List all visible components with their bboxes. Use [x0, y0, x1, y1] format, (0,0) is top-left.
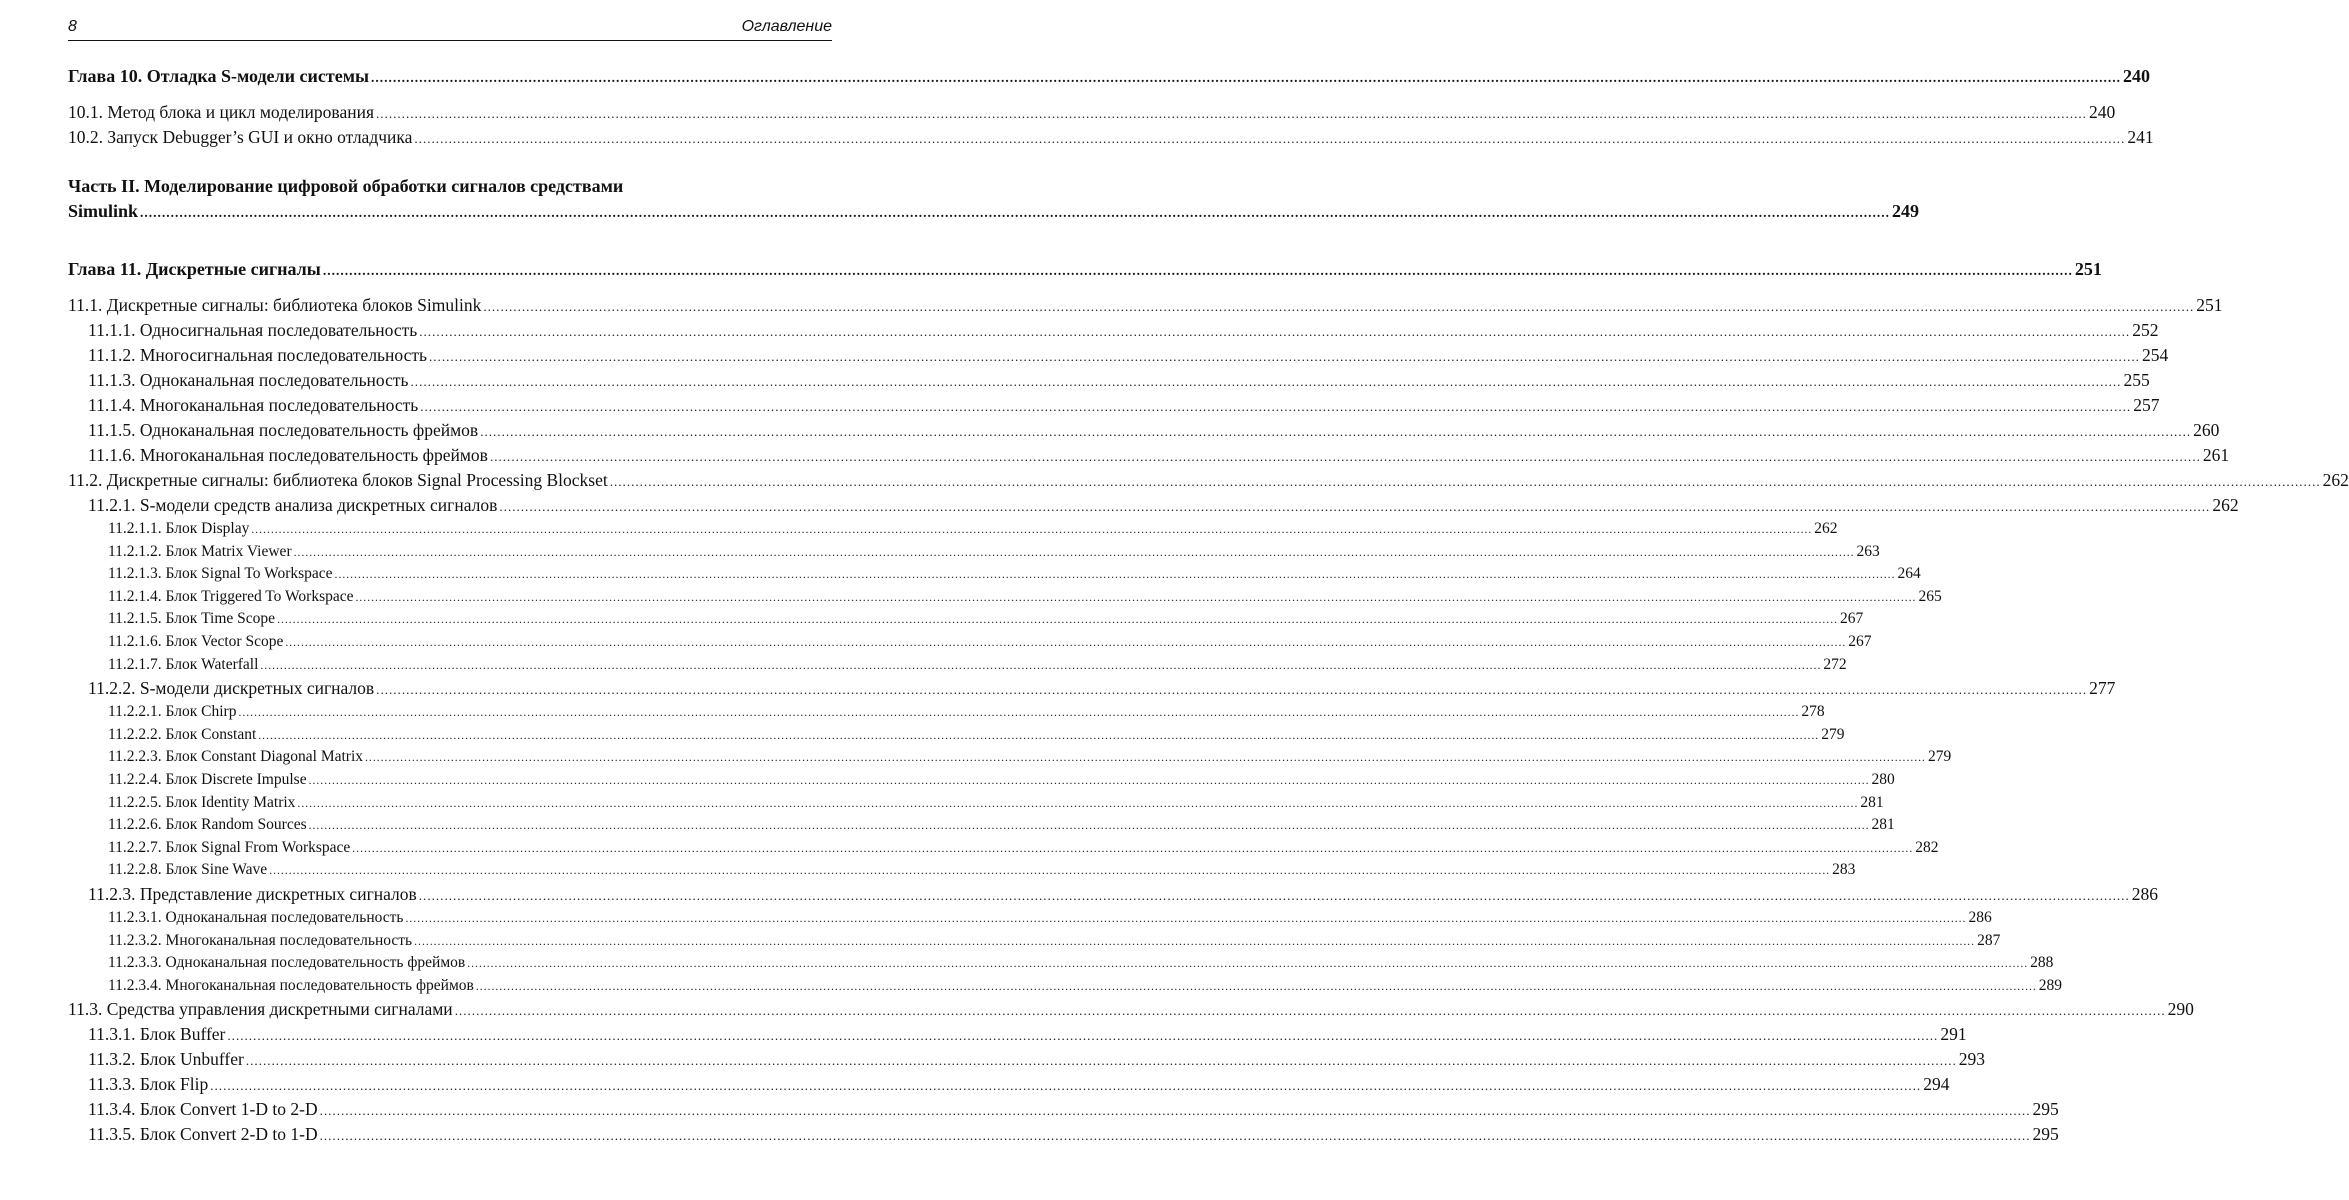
toc-entry-page: 240	[2088, 102, 2116, 122]
toc-entry-page: 289	[2038, 976, 2063, 994]
toc-entry-title: 11.3.5. Блок Convert 2-D to 1-D	[88, 1124, 318, 1145]
toc-entry-title: 11.1. Дискретные сигналы: библиотека блоков Simulink	[68, 295, 482, 315]
toc-entry-page: 277	[2089, 678, 2116, 699]
toc-entry-title: 11.3.1. Блок Buffer	[88, 1024, 226, 1045]
toc-entry[interactable]	[68, 792, 1884, 815]
toc-entry[interactable]	[68, 293, 2223, 318]
toc-entry-title: 11.3.4. Блок Convert 1-D to 2-D	[88, 1099, 318, 1120]
toc-entry-page: 251	[2074, 259, 2102, 279]
toc-entry-page: 280	[1871, 770, 1895, 788]
toc-entry-title: 11.3.3. Блок Flip	[88, 1074, 209, 1095]
dot-leader: ................................................................................................................................................................................................................................................................................................................................................................................................................	[258, 728, 1820, 742]
dot-leader: ................................................................................................................................................................................................................................................................................................................................................................................................................	[238, 706, 1800, 720]
toc-entry-title: 11.2.3.1. Одноканальная последовательность	[108, 908, 404, 926]
toc-entry[interactable]	[68, 468, 2349, 493]
toc-entry[interactable]	[68, 64, 2151, 89]
dot-leader: ................................................................................................................................................................................................................................................................................................................................................................................................................	[352, 841, 1914, 855]
toc-entry[interactable]	[68, 608, 1864, 631]
dot-leader: ................................................................................................................................................................................................................................................................................................................................................................................................................	[210, 1078, 1922, 1094]
toc-entry-title: 11.2.3.3. Одноканальная последовательность фреймов	[108, 954, 466, 972]
dot-leader: ................................................................................................................................................................................................................................................................................................................................................................................................................	[419, 324, 2131, 339]
toc-entry[interactable]	[68, 654, 1847, 677]
toc-entry[interactable]	[68, 997, 2194, 1022]
toc-entry[interactable]	[68, 443, 2230, 468]
dot-leader: ................................................................................................................................................................................................................................................................................................................................................................................................................	[376, 682, 2088, 698]
toc-entry-title: 11.2.3.4. Многоканальная последовательность фреймов	[108, 976, 474, 994]
dot-leader: ................................................................................................................................................................................................................................................................................................................................................................................................................	[297, 796, 1859, 810]
toc-entry[interactable]	[68, 125, 2154, 150]
toc-entry-page: 294	[1923, 1074, 1950, 1095]
dot-leader: ................................................................................................................................................................................................................................................................................................................................................................................................................	[245, 1053, 1957, 1069]
dot-leader: ................................................................................................................................................................................................................................................................................................................................................................................................................	[319, 1128, 2031, 1144]
toc-entry-page: 281	[1860, 793, 1884, 811]
toc-entry-title: 11.3. Средства управления дискретными сигналами	[68, 999, 453, 1020]
toc-entry[interactable]	[68, 930, 2001, 953]
dot-leader: ................................................................................................................................................................................................................................................................................................................................................................................................................	[355, 590, 1917, 604]
toc-entry[interactable]	[68, 837, 1939, 860]
toc-entry[interactable]	[68, 952, 2054, 975]
dot-leader: ................................................................................................................................................................................................................................................................................................................................................................................................................	[277, 613, 1838, 627]
dot-leader: ................................................................................................................................................................................................................................................................................................................................................................................................................	[405, 911, 1967, 925]
toc-entry[interactable]	[68, 199, 1920, 224]
toc-entry-title-line: Часть II. Моделирование цифровой обработки сигналов средствами	[68, 176, 624, 196]
toc-entry-page: 291	[1940, 1024, 1967, 1045]
toc-entry-title: 11.1.3. Одноканальная последовательность	[88, 370, 409, 390]
toc-entry-title: 11.2.2. S-модели дискретных сигналов	[88, 678, 375, 699]
dot-leader: ................................................................................................................................................................................................................................................................................................................................................................................................................	[371, 70, 2122, 85]
toc-entry-page: 286	[1968, 908, 1992, 926]
toc-entry-title: 11.1.4. Многоканальная последовательность	[88, 395, 419, 415]
toc-entry-page: 279	[1821, 725, 1845, 743]
toc-entry-title: Simulink	[68, 201, 139, 221]
toc-entry-page: 249	[1892, 201, 1920, 221]
toc-entry-title: 10.2. Запуск Debugger’s GUI и окно отладчика	[68, 127, 413, 147]
dot-leader: ................................................................................................................................................................................................................................................................................................................................................................................................................	[260, 658, 1822, 672]
toc-entry[interactable]	[68, 418, 2220, 443]
toc-entry[interactable]	[68, 257, 2102, 282]
dot-leader: ................................................................................................................................................................................................................................................................................................................................................................................................................	[334, 568, 1896, 582]
toc-entry-page: 254	[2141, 345, 2169, 365]
toc-entry-page: 262	[2212, 495, 2239, 515]
dot-leader: ................................................................................................................................................................................................................................................................................................................................................................................................................	[467, 957, 2029, 971]
toc-entry[interactable]	[68, 631, 1872, 654]
toc-entry[interactable]	[68, 859, 1856, 882]
toc-entry-title: 11.2.1.3. Блок Signal To Workspace	[108, 565, 333, 583]
toc-entry-page: 278	[1801, 703, 1825, 721]
toc-entry-page: 262	[1814, 520, 1838, 537]
toc-entry[interactable]	[68, 1022, 1967, 1047]
dot-leader: ................................................................................................................................................................................................................................................................................................................................................................................................................	[454, 1003, 2166, 1019]
toc-entry[interactable]	[68, 100, 2116, 125]
toc-entry[interactable]	[68, 1122, 2059, 1147]
toc-entry-page: 263	[1856, 542, 1880, 560]
toc-entry-page: 281	[1871, 816, 1895, 834]
toc-entry[interactable]	[68, 676, 2116, 701]
dot-leader: ................................................................................................................................................................................................................................................................................................................................................................................................................	[140, 205, 1891, 220]
toc-entry-title: 11.2.2.1. Блок Chirp	[108, 703, 237, 721]
dot-leader: ................................................................................................................................................................................................................................................................................................................................................................................................................	[418, 887, 2130, 903]
toc-entry-title: 11.2.2.4. Блок Discrete Impulse	[108, 770, 307, 788]
toc-entry[interactable]	[68, 907, 1992, 930]
toc-entry[interactable]	[68, 769, 1895, 792]
toc-entry[interactable]	[68, 563, 1921, 586]
toc-entry[interactable]	[68, 586, 1942, 609]
toc-entry-title: 11.2.2.6. Блок Random Sources	[108, 816, 307, 834]
toc-entry[interactable]	[68, 368, 2150, 393]
toc-entry-page: 264	[1897, 565, 1921, 583]
toc-entry-page: 240	[2123, 66, 2151, 86]
toc-entry-page: 290	[2167, 999, 2194, 1020]
toc-entry-page: 262	[2322, 470, 2349, 490]
toc-entry[interactable]	[68, 701, 1825, 724]
toc-entry-page: 265	[1918, 587, 1942, 605]
toc-entry-page: 295	[2032, 1124, 2059, 1145]
toc-entry-page: 272	[1823, 655, 1847, 673]
toc-entry[interactable]	[68, 724, 1845, 747]
toc-entry-page: 286	[2131, 883, 2158, 904]
toc-entry[interactable]	[68, 1047, 1986, 1072]
toc-entry-page: 257	[2133, 395, 2160, 415]
dot-leader: ................................................................................................................................................................................................................................................................................................................................................................................................................	[227, 1028, 1939, 1044]
page-number: 8	[68, 18, 77, 35]
toc-entry-title: 11.1.6. Многоканальная последовательность фреймов	[88, 445, 488, 465]
toc-entry-title: 11.2.2.7. Блок Signal From Workspace	[108, 838, 351, 856]
toc-entry[interactable]	[68, 975, 2063, 998]
running-header	[68, 16, 832, 41]
dot-leader: ................................................................................................................................................................................................................................................................................................................................................................................................................	[410, 374, 2122, 389]
dot-leader: ................................................................................................................................................................................................................................................................................................................................................................................................................	[483, 299, 2195, 314]
toc-entry[interactable]	[68, 1097, 2059, 1122]
dot-leader: ................................................................................................................................................................................................................................................................................................................................................................................................................	[308, 819, 1870, 833]
dot-leader: ................................................................................................................................................................................................................................................................................................................................................................................................................	[322, 263, 2073, 278]
toc-entry[interactable]	[68, 814, 1895, 837]
dot-leader: ................................................................................................................................................................................................................................................................................................................................................................................................................	[365, 751, 1926, 765]
toc-entry-page: 287	[1977, 931, 2001, 949]
toc-entry-page: 252	[2132, 320, 2159, 340]
dot-leader: ................................................................................................................................................................................................................................................................................................................................................................................................................	[308, 773, 1870, 787]
toc-entry[interactable]	[68, 882, 2158, 907]
toc-entry-page: 295	[2032, 1099, 2059, 1120]
toc-entry-page: 279	[1927, 748, 1952, 766]
dot-leader: ................................................................................................................................................................................................................................................................................................................................................................................................................	[269, 864, 1831, 878]
toc-entry-page: 293	[1958, 1049, 1986, 1070]
toc-entry[interactable]	[68, 1072, 1950, 1097]
toc-entry-title: 11.2.2.3. Блок Constant Diagonal Matrix	[108, 748, 364, 766]
toc-entry[interactable]	[68, 393, 2160, 418]
running-title: Оглавление	[741, 18, 832, 35]
dot-leader: ................................................................................................................................................................................................................................................................................................................................................................................................................	[319, 1103, 2031, 1119]
toc-entry-page: 283	[1832, 861, 1856, 879]
toc-entry-title: 11.2.1.4. Блок Triggered To Workspace	[108, 587, 354, 605]
dot-leader: ................................................................................................................................................................................................................................................................................................................................................................................................................	[480, 424, 2192, 439]
table-of-contents	[68, 64, 2349, 1147]
toc-entry-page: 267	[1840, 610, 1864, 628]
toc-entry-title: 11.2.3. Представление дискретных сигналов	[88, 883, 417, 904]
toc-entry-title: 11.2.1.1. Блок Display	[108, 520, 250, 537]
dot-leader: ................................................................................................................................................................................................................................................................................................................................................................................................................	[251, 523, 1813, 536]
toc-entry-title: 11.2.3.2. Многоканальная последовательность	[108, 931, 413, 949]
toc-entry-title: 11.2.1.5. Блок Time Scope	[108, 610, 276, 628]
toc-entry[interactable]	[68, 318, 2159, 343]
toc-entry-title: 10.1. Метод блока и цикл моделирования	[68, 102, 374, 122]
toc-entry-page: 267	[1848, 632, 1872, 650]
dot-leader: ................................................................................................................................................................................................................................................................................................................................................................................................................	[429, 349, 2140, 364]
toc-entry-title: 11.2. Дискретные сигналы: библиотека блоков Signal Processing Blockset	[68, 470, 608, 490]
dot-leader: ................................................................................................................................................................................................................................................................................................................................................................................................................	[376, 106, 2087, 121]
dot-leader: ................................................................................................................................................................................................................................................................................................................................................................................................................	[285, 635, 1847, 649]
toc-entry-title: 11.2.1.6. Блок Vector Scope	[108, 632, 284, 650]
toc-entry-title: 11.2.1. S-модели средств анализа дискретных сигналов	[88, 495, 498, 515]
dot-leader: ................................................................................................................................................................................................................................................................................................................................................................................................................	[499, 499, 2211, 514]
toc-entry-page: 260	[2193, 420, 2220, 440]
toc-entry-title: 11.2.1.2. Блок Matrix Viewer	[108, 542, 292, 560]
toc-entry-page: 282	[1915, 838, 1939, 856]
dot-leader: ................................................................................................................................................................................................................................................................................................................................................................................................................	[293, 545, 1855, 559]
toc-entry-title: 11.1.1. Односигнальная последовательность	[88, 320, 418, 340]
toc-entry-title: 11.3.2. Блок Unbuffer	[88, 1049, 244, 1070]
toc-entry-title: 11.2.2.8. Блок Sine Wave	[108, 861, 268, 879]
toc-entry-page: 261	[2202, 445, 2230, 465]
toc-entry[interactable]	[68, 541, 1880, 564]
toc-entry-title: Глава 10. Отладка S-модели системы	[68, 66, 370, 86]
toc-entry[interactable]	[68, 746, 1952, 769]
dot-leader: ................................................................................................................................................................................................................................................................................................................................................................................................................	[420, 399, 2132, 414]
toc-entry[interactable]	[68, 518, 1838, 541]
toc-entry-title: 11.1.5. Одноканальная последовательность фреймов	[88, 420, 479, 440]
dot-leader: ................................................................................................................................................................................................................................................................................................................................................................................................................	[609, 474, 2321, 489]
toc-entry-title: 11.2.2.2. Блок Constant	[108, 725, 257, 743]
toc-entry-page: 241	[2127, 127, 2154, 147]
toc-entry-page: 288	[2030, 954, 2054, 972]
dot-leader: ................................................................................................................................................................................................................................................................................................................................................................................................................	[475, 979, 2037, 993]
toc-entry[interactable]	[68, 343, 2169, 368]
toc-entry-page: 251	[2196, 295, 2223, 315]
toc-entry-page: 255	[2123, 370, 2150, 390]
toc-entry-title: 11.1.2. Многосигнальная последовательность	[88, 345, 427, 365]
toc-entry-title: 11.2.2.5. Блок Identity Matrix	[108, 793, 296, 811]
dot-leader: ................................................................................................................................................................................................................................................................................................................................................................................................................	[414, 934, 1976, 948]
toc-entry-title: Глава 11. Дискретные сигналы	[68, 259, 321, 279]
toc-entry-title: 11.2.1.7. Блок Waterfall	[108, 655, 259, 673]
toc-entry[interactable]	[68, 493, 2239, 518]
dot-leader: ................................................................................................................................................................................................................................................................................................................................................................................................................	[489, 449, 2201, 464]
dot-leader: ................................................................................................................................................................................................................................................................................................................................................................................................................	[414, 131, 2126, 146]
